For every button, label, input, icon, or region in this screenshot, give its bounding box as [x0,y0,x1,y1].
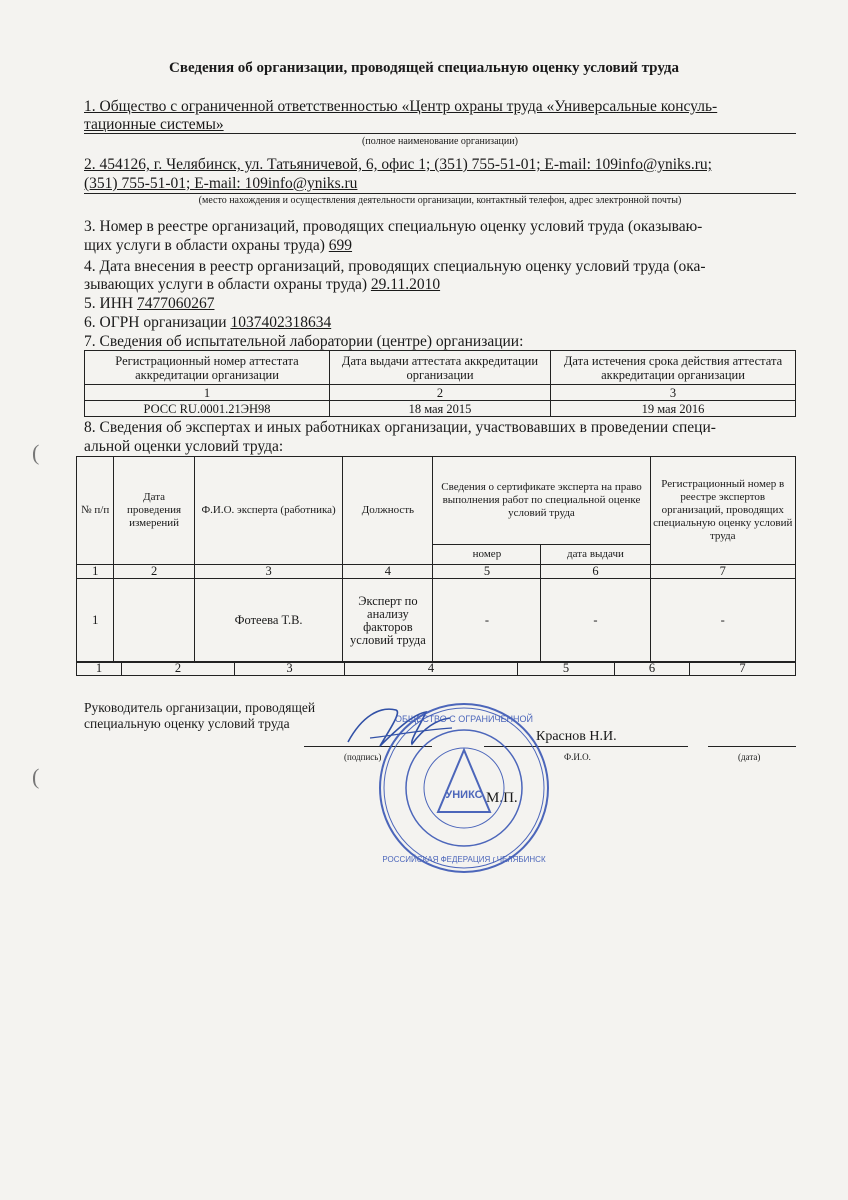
experts-header-date: Дата проведения измерений [114,457,194,565]
item8-line2: альной оценки условий труда: [84,438,284,455]
lab-reg-number: РОСС RU.0001.21ЭН98 [85,401,330,417]
lab-expiry-date: 19 мая 2016 [551,401,796,417]
company-stamp [376,700,552,876]
ogrn-value: 1037402318634 [230,314,332,331]
experts-colnum: 3 [194,565,343,579]
svg-text:УНИКС: УНИКС [445,789,483,801]
expert-row-cert-number: - [433,579,541,663]
experts-colnum: 6 [541,565,650,579]
experts-header-cert-number: номер [433,545,541,565]
signature-head-line2: специальную оценку условий труда [84,716,290,731]
item2-line1: 2. 454126, г. Челябинск, ул. Татьяничевой, 6, офис 1; (351) 755-51-01; E-mail: 109info@yniks.ru; [84,156,712,173]
item4-line1: 4. Дата внесения в реестр организаций, проводящих специальную оценку условий труда (ока- [84,258,706,275]
item3-line2: щих услуги в области охраны труда) [84,237,329,254]
item4-value: 29.11.2010 [370,276,441,293]
experts-footer-num: 3 [235,662,345,676]
signature-head-line1: Руководитель организации, проводящей [84,700,316,715]
item1-line2: тационные системы» [84,116,224,133]
lab-colnum: 3 [551,385,796,401]
experts-footer-num: 2 [122,662,235,676]
stamp-place-mp: М.П. [486,790,518,806]
experts-header-num: № п/п [77,457,114,565]
experts-header-reg: Регистрационный номер в реестре экспертов организаций, проводящих специальную оценку условий труда [650,457,796,565]
date-line [708,746,796,747]
inn-value: 7477060267 [136,295,215,312]
item1-line1: 1. Общество с ограниченной ответственностью «Центр охраны труда «Универсальные консуль- [84,98,718,115]
lab-issue-date: 18 мая 2015 [330,401,551,417]
margin-mark: ( [32,764,40,789]
ogrn-label: 6. ОГРН организации [84,314,231,331]
item2-rule [84,193,796,194]
experts-colnum: 5 [433,565,541,579]
experts-header-cert: Сведения о сертификате эксперта на право выполнения работ по специальной оценке условий труда [433,457,650,545]
lab-header-expiry-date: Дата истечения срока действия аттестата аккредитации организации [551,351,796,385]
item1-caption: (полное наименование организации) [362,136,518,147]
expert-row-position: Эксперт по анализу факторов условий труда [343,579,433,663]
caption-signature: (подпись) [344,752,382,762]
lab-colnum: 1 [85,385,330,401]
lab-colnum: 2 [330,385,551,401]
signatory-name: Краснов Н.И. [536,729,617,744]
caption-fio: Ф.И.О. [564,752,591,762]
experts-colnum: 2 [114,565,194,579]
caption-date: (дата) [738,752,761,762]
item7-heading: 7. Сведения об испытательной лаборатории (центре) организации: [84,333,524,350]
expert-row-fio: Фотеева Т.В. [194,579,343,663]
experts-header-fio: Ф.И.О. эксперта (работника) [194,457,343,565]
expert-row-date [114,579,194,663]
lab-header-issue-date: Дата выдачи аттестата аккредитации организации [330,351,551,385]
experts-colnum: 7 [650,565,796,579]
experts-header-cert-date: дата выдачи [541,545,650,565]
item1-rule [84,133,796,134]
experts-footer-num: 6 [615,662,690,676]
svg-text:ОБЩЕСТВО С ОГРАНИЧЕННОЙ: ОБЩЕСТВО С ОГРАНИЧЕННОЙ [395,714,533,724]
lab-header-reg-number: Регистрационный номер аттестата аккредитации организации [85,351,330,385]
experts-footer-num: 1 [77,662,122,676]
experts-footer-numbers [76,661,796,676]
experts-footer-num: 4 [345,662,518,676]
svg-text:РОССИЙСКАЯ ФЕДЕРАЦИЯ г.ЧЕЛЯБИН: РОССИЙСКАЯ ФЕДЕРАЦИЯ г.ЧЕЛЯБИНСК [382,855,546,864]
lab-table [84,350,796,417]
experts-colnum: 4 [343,565,433,579]
item3-value: 699 [328,237,353,254]
experts-colnum: 1 [77,565,114,579]
page-title: Сведения об организации, проводящей специальную оценку условий труда [169,60,679,76]
item8-line1: 8. Сведения об экспертах и иных работниках организации, участвовавших в проведении специ- [84,419,716,436]
item2-line2: (351) 755-51-01; E-mail: 109info@yniks.ru [84,175,358,192]
item2-caption: (место нахождения и осуществления деятельности организации, контактный телефон, адрес электронной почты) [198,195,682,206]
expert-row-num: 1 [77,579,114,663]
item4-line2: зывающих услуги в области охраны труда) [84,276,371,293]
signature-head-title [84,700,315,732]
expert-row-cert-date: - [541,579,650,663]
experts-footer-num: 5 [518,662,615,676]
experts-header-position: Должность [343,457,433,565]
experts-table [76,456,796,663]
inn-label: 5. ИНН [84,295,137,312]
margin-mark: ( [32,440,40,465]
item3-line1: 3. Номер в реестре организаций, проводящих специальную оценку условий труда (оказываю- [84,218,703,235]
expert-row-reg: - [650,579,796,663]
experts-footer-num: 7 [690,662,796,676]
